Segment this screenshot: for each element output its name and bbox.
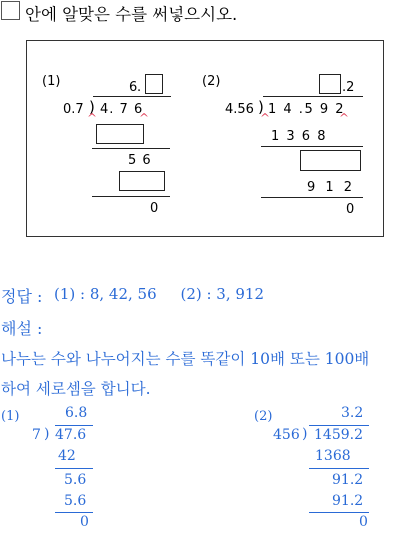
s1-line-c: 5.6 bbox=[64, 493, 87, 509]
p1-product-blank[interactable] bbox=[96, 124, 144, 144]
p2-line-1 bbox=[261, 146, 363, 147]
explanation-line-2: 하여 세로셈을 합니다. bbox=[1, 380, 151, 398]
s1-rule-1 bbox=[55, 468, 93, 469]
p1-remainder: 5 6 bbox=[128, 153, 152, 168]
p1-dividend: 4. 7 6 bbox=[100, 102, 144, 117]
p1-quotient-digit: 6 bbox=[129, 80, 138, 95]
solution-2-label: (2) bbox=[254, 409, 273, 424]
explanation-label: 해설 : bbox=[1, 319, 43, 338]
p2-caret-1: ^ bbox=[260, 111, 271, 125]
problem-2-label: (2) bbox=[202, 74, 221, 89]
p2-final: 0 bbox=[346, 202, 355, 217]
s1-quotient: 6.8 bbox=[65, 405, 88, 421]
p2-quotient-tail: .2 bbox=[342, 80, 355, 95]
p1-final: 0 bbox=[150, 201, 159, 216]
s2-divisor: 456 bbox=[273, 427, 300, 443]
s2-line-a: 1368 bbox=[315, 448, 351, 464]
answer-label: 정답 : bbox=[1, 287, 43, 306]
p2-divisor: 4.56 bbox=[225, 102, 254, 117]
s1-line-b: 5.6 bbox=[64, 472, 87, 488]
s1-line-d: 0 bbox=[80, 514, 89, 530]
s2-rule-2 bbox=[309, 512, 369, 513]
p2-caret-2: ^ bbox=[339, 111, 350, 125]
p2-product: 1 3 6 8 bbox=[271, 129, 327, 144]
p1-caret-1: ^ bbox=[87, 111, 98, 125]
p2-blank[interactable] bbox=[300, 150, 361, 171]
p2-division-bar bbox=[263, 96, 363, 97]
s1-bracket: ) bbox=[44, 426, 50, 442]
p1-line-2 bbox=[92, 196, 170, 197]
s1-bar bbox=[55, 425, 93, 426]
s2-line-c: 91.2 bbox=[332, 493, 364, 509]
problem-frame bbox=[26, 40, 384, 237]
p1-quotient-blank[interactable] bbox=[145, 74, 163, 94]
s2-quotient: 3.2 bbox=[341, 405, 364, 421]
answer-checkbox[interactable] bbox=[1, 1, 20, 20]
s1-dividend: 47.6 bbox=[55, 427, 87, 443]
answer-text: (1) : 8, 42, 56 (2) : 3, 912 bbox=[54, 285, 265, 303]
instruction-text: 안에 알맞은 수를 써넣으시오. bbox=[25, 5, 238, 24]
p2-dividend: 1 4 .5 9 2 bbox=[268, 102, 346, 117]
s1-rule-2 bbox=[55, 512, 93, 513]
p2-line-2 bbox=[261, 197, 363, 198]
s1-line-a: 42 bbox=[58, 448, 76, 464]
p1-product-blank-2[interactable] bbox=[119, 171, 165, 191]
p1-quotient-dot: . bbox=[137, 80, 142, 95]
s2-line-b: 91.2 bbox=[332, 472, 364, 488]
s2-bar bbox=[309, 425, 369, 426]
solution-1-label: (1) bbox=[1, 409, 20, 424]
p1-line-1 bbox=[92, 148, 170, 149]
s2-bracket: ) bbox=[302, 426, 308, 442]
problem-1-label: (1) bbox=[42, 74, 61, 89]
s2-rule-1 bbox=[309, 468, 369, 469]
p1-divisor: 0.7 bbox=[63, 102, 84, 117]
p1-division-bar bbox=[93, 96, 171, 97]
p1-caret-2: ^ bbox=[139, 111, 150, 125]
s2-dividend: 1459.2 bbox=[314, 427, 363, 443]
p1-bracket: ) bbox=[89, 98, 95, 116]
p2-bracket: ) bbox=[258, 98, 264, 116]
p2-remainder: 9 1 2 bbox=[307, 180, 356, 195]
s1-divisor: 7 bbox=[32, 427, 41, 443]
explanation-line-1: 나누는 수와 나누어지는 수를 똑같이 10배 또는 100배 bbox=[1, 350, 370, 368]
p2-quotient-blank[interactable] bbox=[319, 74, 341, 94]
s2-line-d: 0 bbox=[359, 514, 368, 530]
